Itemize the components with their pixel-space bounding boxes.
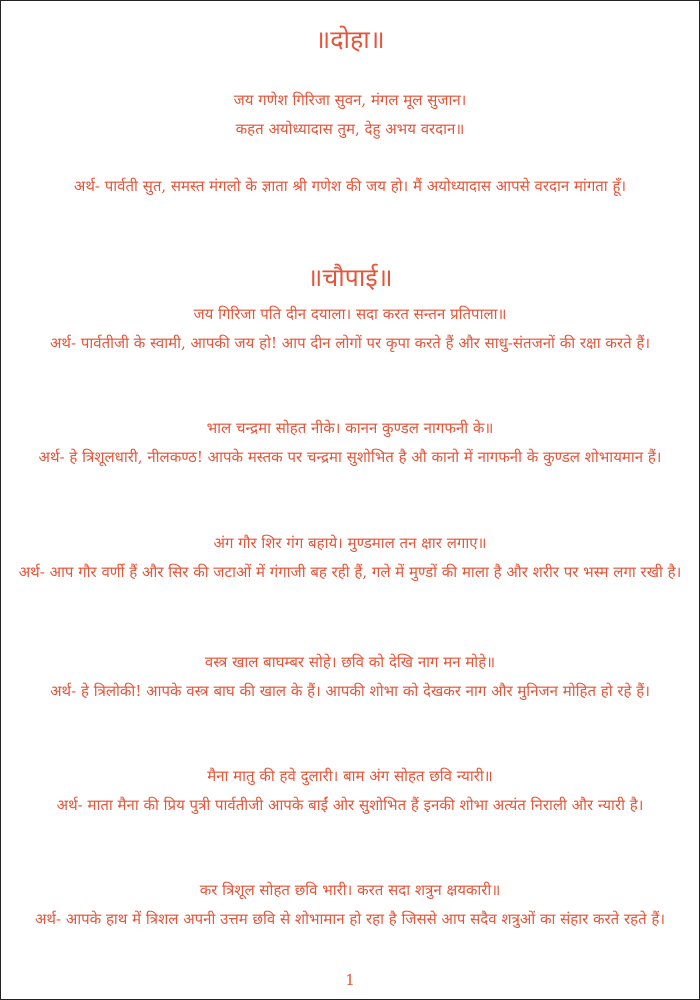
doha-line-1: जय गणेश गिरिजा सुवन, मंगल मूल सुजान।	[233, 91, 467, 109]
verse-meaning-2: अर्थ- हे त्रिशूलधारी, नीलकण्ठ! आपके मस्तक पर चन्द्रमा सुशोभित है औ कानो में नागफनी के कुण्डल शोभायमान हैं।	[38, 448, 662, 466]
verse-meaning-3: अर्थ- आप गौर वर्णी हैं और सिर की जटाओं में गंगाजी बह रही हैं, गले में मुण्डों की माला है और शरीर पर भस्म लगा रखी है।	[18, 563, 682, 581]
verse-line-5: मैना मातु की हवे दुलारी। बाम अंग सोहत छवि न्यारी॥	[207, 767, 493, 785]
verse-line-6: कर त्रिशूल सोहत छवि भारी। करत सदा शत्रुन क्षयकारी॥	[199, 881, 501, 899]
chaupai-heading: ॥चौपाई॥	[307, 263, 393, 292]
doha-line-2: कहत अयोध्यादास तुम, देहु अभय वरदान॥	[235, 120, 465, 138]
verse-line-1: जय गिरिजा पति दीन दयाला। सदा करत सन्तन प्रतिपाला॥	[193, 305, 507, 323]
verse-line-2: भाल चन्द्रमा सोहत नीके। कानन कुण्डल नागफनी के॥	[206, 419, 494, 437]
verse-meaning-4: अर्थ- हे त्रिलोकी! आपके वस्त्र बाघ की खाल के हैं। आपकी शोभा को देखकर नाग और मुनिजन मोहित हो रहे हैं।	[50, 682, 650, 700]
verse-meaning-5: अर्थ- माता मैना की प्रिय पुत्री पार्वतीजी आपके बाईं ओर सुशोभित हैं इनकी शोभा अत्यंत निराली और न्यारी है।	[56, 796, 644, 814]
verse-meaning-6: अर्थ- आपके हाथ में त्रिशल अपनी उत्तम छवि से शोभामान हो रहा है जिससे आप सदैव शत्रुओं का संहार करते रहते हैं।	[34, 910, 666, 928]
verse-line-3: अंग गौर शिर गंग बहाये। मुण्डमाल तन क्षार लगाए॥	[213, 534, 487, 552]
doha-meaning: अर्थ- पार्वती सुत, समस्त मंगलो के ज्ञाता श्री गणेश की जय हो। मैं अयोध्यादास आपसे वरदान मांगता हूँ।	[73, 177, 627, 195]
page-number: 1	[345, 971, 355, 989]
verse-meaning-1: अर्थ- पार्वतीजी के स्वामी, आपकी जय हो! आप दीन लोगों पर कृपा करते हैं और साधु-संतजनों की रक्षा करते हैं।	[49, 334, 651, 352]
doha-heading: ॥दोहा॥	[315, 25, 385, 54]
verse-line-4: वस्त्र खाल बाघम्बर सोहे। छवि को देखि नाग मन मोहे॥	[204, 653, 496, 671]
